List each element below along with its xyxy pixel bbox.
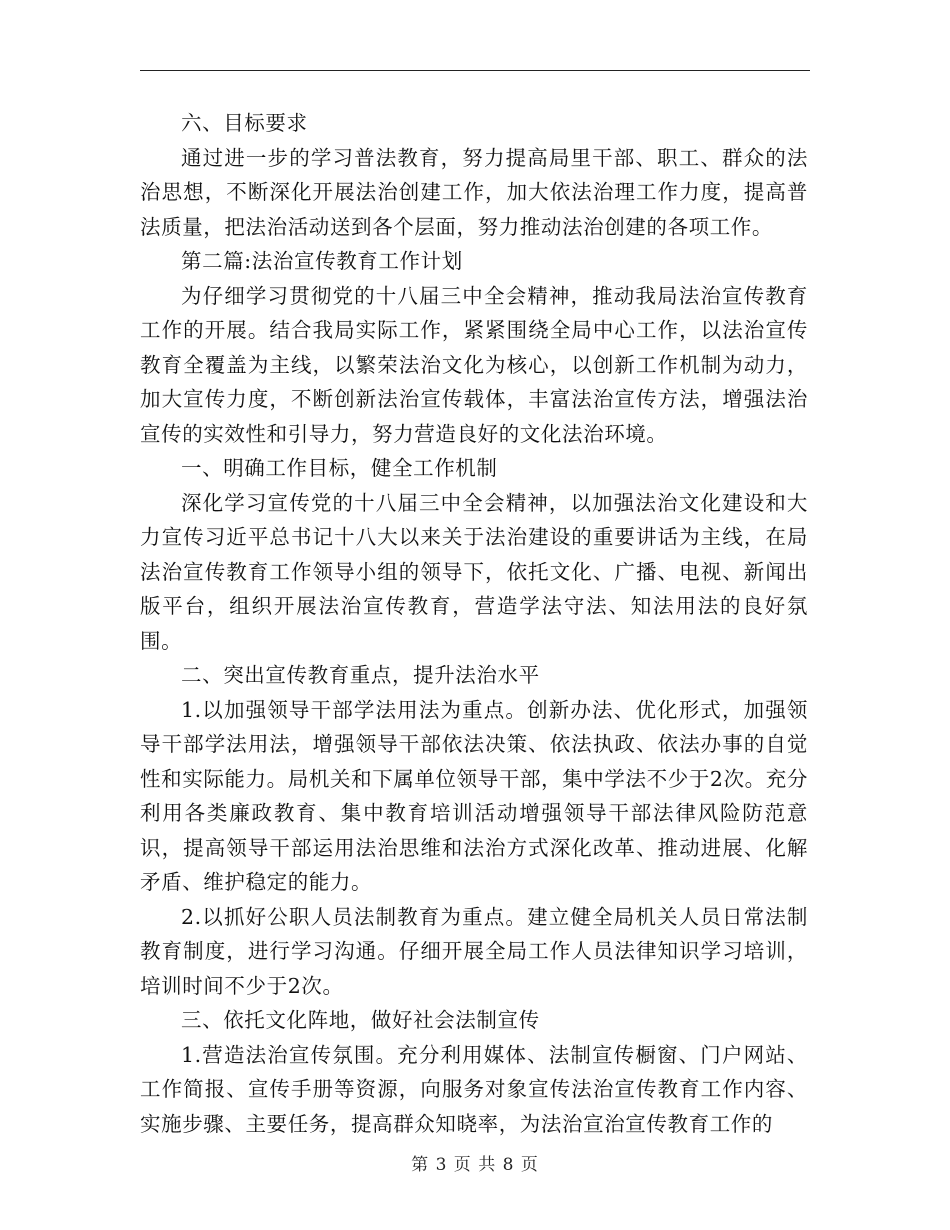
paragraph-goals: 通过进一步的学习普法教育，努力提高局里干部、职工、群众的法治思想，不断深化开展法治创建工作，加大依法治理工作力度，提高普法质量，把法治活动送到各个层面，努力推动法治创建的各项工作。 [140, 145, 808, 239]
section-heading-2: 二、突出宣传教育重点，提升法治水平 [181, 663, 540, 687]
article-title: 第二篇:法治宣传教育工作计划 [181, 249, 463, 273]
paragraph-section-2-item-2: 2.以抓好公职人员法制教育为重点。建立健全局机关人员日常法制教育制度，进行学习沟通。仔细开展全局工作人员法律知识学习培训，培训时间不少于2次。 [140, 904, 808, 998]
section-heading-goals: 六、目标要求 [181, 111, 308, 135]
paragraph-section-1: 深化学习宣传党的十八届三中全会精神，以加强法治文化建设和大力宣传习近平总书记十八大以来关于法治建设的重要讲话为主线，在局法治宣传教育工作领导小组的领导下，依托文化、广播、电视、新闻出版平台，组织开展法治宣传教育，营造学法守法、知法用法的良好氛围。 [140, 490, 808, 653]
header-rule [140, 70, 810, 71]
page-number-footer: 第 3 页 共 8 页 [411, 1155, 539, 1175]
paragraph-intro: 为仔细学习贯彻党的十八届三中全会精神，推动我局法治宣传教育工作的开展。结合我局实际工作，紧紧围绕全局中心工作，以法治宣传教育全覆盖为主线，以繁荣法治文化为核心，以创新工作机制为动力，加大宣传力度，不断创新法治宣传载体，丰富法治宣传方法，增强法治宣传的实效性和引导力，努力营造良好的文化法治环境。 [140, 283, 808, 446]
section-heading-3: 三、依托文化阵地，做好社会法制宣传 [181, 1008, 540, 1032]
section-heading-1: 一、明确工作目标，健全工作机制 [181, 456, 498, 480]
paragraph-section-3-item-1: 1.营造法治宣传氛围。充分利用媒体、法制宣传橱窗、门户网站、工作简报、宣传手册等资源，向服务对象宣传法治宣传教育工作内容、实施步骤、主要任务，提高群众知晓率，为法治宣治宣传教育工作的 [140, 1042, 808, 1136]
paragraph-section-2-item-1: 1.以加强领导干部学法用法为重点。创新办法、优化形式，加强领导干部学法用法，增强领导干部依法决策、依法执政、依法办事的自觉性和实际能力。局机关和下属单位领导干部，集中学法不少于2次。充分利用各类廉政教育、集中教育培训活动增强领导干部法律风险防范意识，提高领导干部运用法治思维和法治方式深化改革、推动进展、化解矛盾、维护稳定的能力。 [140, 697, 808, 894]
document-body [140, 106, 808, 1141]
